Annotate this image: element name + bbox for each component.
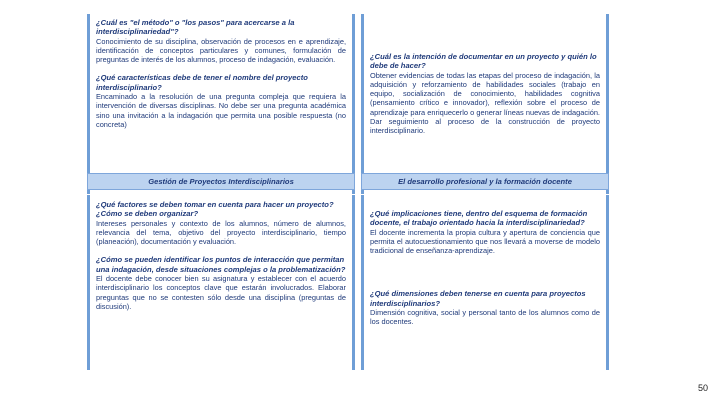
panel-bottom-left bbox=[87, 195, 355, 370]
answer-dimensions: Dimensión cognitiva, social y personal tanto de los alumnos como de los docentes. bbox=[370, 308, 600, 327]
question-dimensions: ¿Qué dimensiones deben tenerse en cuenta para proyectos interdisciplinarios? bbox=[370, 289, 586, 308]
header-desarrollo-profesional: El desarrollo profesional y la formación docente bbox=[361, 173, 609, 190]
question-method: ¿Cuál es "el método" o "los pasos" para acercarse a la interdisciplinariedad"? bbox=[96, 18, 295, 37]
answer-factors: Intereses personales y contexto de los alumnos, número de alumnos, relevancia del tema, objetivo del proyecto interdisciplinario, tiempo (planeación), documentación y evaluación. bbox=[96, 218, 346, 247]
answer-project-name: Encaminado a la resolución de una pregunta compleja que requiera la intervención de diversas disciplinas. No debe ser una pregunta académica sino una invitación a la indagación que permita una posible respuesta (no concreta) bbox=[96, 92, 346, 129]
panel-top-right bbox=[361, 14, 609, 194]
question-project-name: ¿Qué características debe de tener el nombre del proyecto interdisciplinario? bbox=[96, 73, 308, 92]
question-interaction-points: ¿Cómo se pueden identificar los puntos de interacción que permitan una indagación, desde situaciones complejas o la problematización? bbox=[96, 255, 346, 274]
header-gestion-proyectos: Gestión de Proyectos Interdisciplinarios bbox=[87, 173, 355, 190]
question-implications: ¿Qué implicaciones tiene, dentro del esquema de formación docente, el trabajo orientado hacia la interdisciplinariedad? bbox=[370, 209, 588, 228]
panel-bottom-right bbox=[361, 195, 609, 370]
answer-implications: El docente incrementa la propia cultura y apertura de conciencia que permita el autocuestionamiento que nos llevará a moverse de modelo tradicional de enseñanza-aprendizaje. bbox=[370, 227, 600, 256]
answer-method: Conocimiento de su disciplina, observación de procesos en e aprendizaje, identificación de conceptos particulares y comunes, formulación de preguntas de interés de los alumnos, proceso de indagación, evaluación. bbox=[96, 36, 346, 65]
page-number: 50 bbox=[697, 383, 708, 393]
question-factors: ¿Qué factores se deben tomar en cuenta para hacer un proyecto? ¿Cómo se deben organizar? bbox=[96, 200, 334, 219]
panel-top-left bbox=[87, 14, 355, 194]
answer-interaction-points: El docente debe conocer bien su asignatura y establecer con el acuerdo interdisciplinario los conceptos clave que estarán involucrados. Elaborar preguntas que no se contesten sólo desde una disciplina (preguntas de discusión). bbox=[96, 274, 346, 311]
answer-documenting: Obtener evidencias de todas las etapas del proceso de indagación, la adquisición y reforzamiento de habilidades sociales (trabajo en equipo, socialización de conocimiento, habilidades cognitiva (pensamiento crítico e innovador), reflexión sobre el proceso de aprendizaje para enriquecerlo o generar líneas nuevas de indagación. Dar seguimiento al proceso de la construcción de proyecto interdisciplinario. bbox=[370, 70, 600, 136]
question-documenting: ¿Cuál es la intención de documentar en un proyecto y quién lo debe de hacer? bbox=[370, 52, 597, 71]
